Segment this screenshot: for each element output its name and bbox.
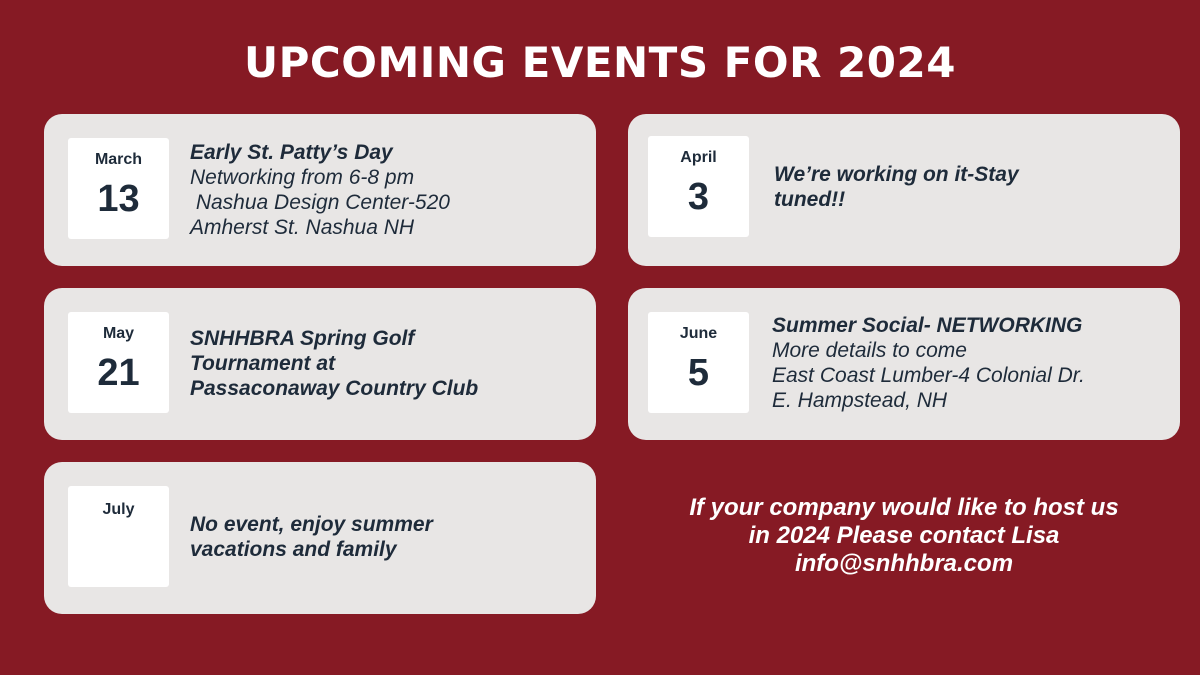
host-contact-message [628,494,1180,578]
event-detail: Amherst St. Nashua NH [190,216,415,239]
date-box [648,136,749,237]
date-box [68,138,169,239]
date-box [68,486,169,587]
event-day: 13 [97,178,140,220]
event-detail: Networking from 6-8 pm [190,166,415,189]
event-card-june [628,288,1180,440]
event-card-july [44,462,596,614]
event-title: SNHHBRA Spring Golf [190,327,415,350]
event-card-april [628,114,1180,266]
event-title: vacations and family [190,538,397,561]
event-month: April [680,149,717,166]
event-month: March [94,151,143,168]
event-month: June [679,325,718,342]
event-title: No event, enjoy summer [190,513,433,536]
event-title: tuned!! [774,188,846,211]
event-detail: East Coast Lumber-4 Colonial Dr. [772,364,1085,387]
event-title: Early St. Patty’s Day [190,141,393,164]
event-description [190,140,576,240]
event-day: 21 [97,352,140,394]
date-box [648,312,749,413]
event-day: 3 [687,176,710,218]
date-box [68,312,169,413]
contact-email: info@snhhbra.com [794,550,1014,577]
event-day: 5 [687,352,710,394]
event-detail: Nashua Design Center-520 [190,191,450,214]
event-description [772,313,1160,413]
event-card-may [44,288,596,440]
event-description [190,512,576,562]
contact-line: in 2024 Please contact Lisa [748,522,1060,549]
event-month: July [102,501,135,518]
event-title: Summer Social- NETWORKING [772,314,1083,337]
page-title: UPCOMING EVENTS FOR 2024 [244,38,956,87]
event-title: Passaconaway Country Club [190,377,479,400]
contact-line: If your company would like to host us [689,494,1119,521]
event-month: May [102,325,135,342]
event-detail: More details to come [772,339,967,362]
event-title: We’re working on it-Stay [774,163,1019,186]
event-title: Tournament at [190,352,336,375]
event-description [774,162,1160,212]
event-detail: E. Hampstead, NH [772,389,948,412]
event-description [190,326,576,401]
event-card-march [44,114,596,266]
